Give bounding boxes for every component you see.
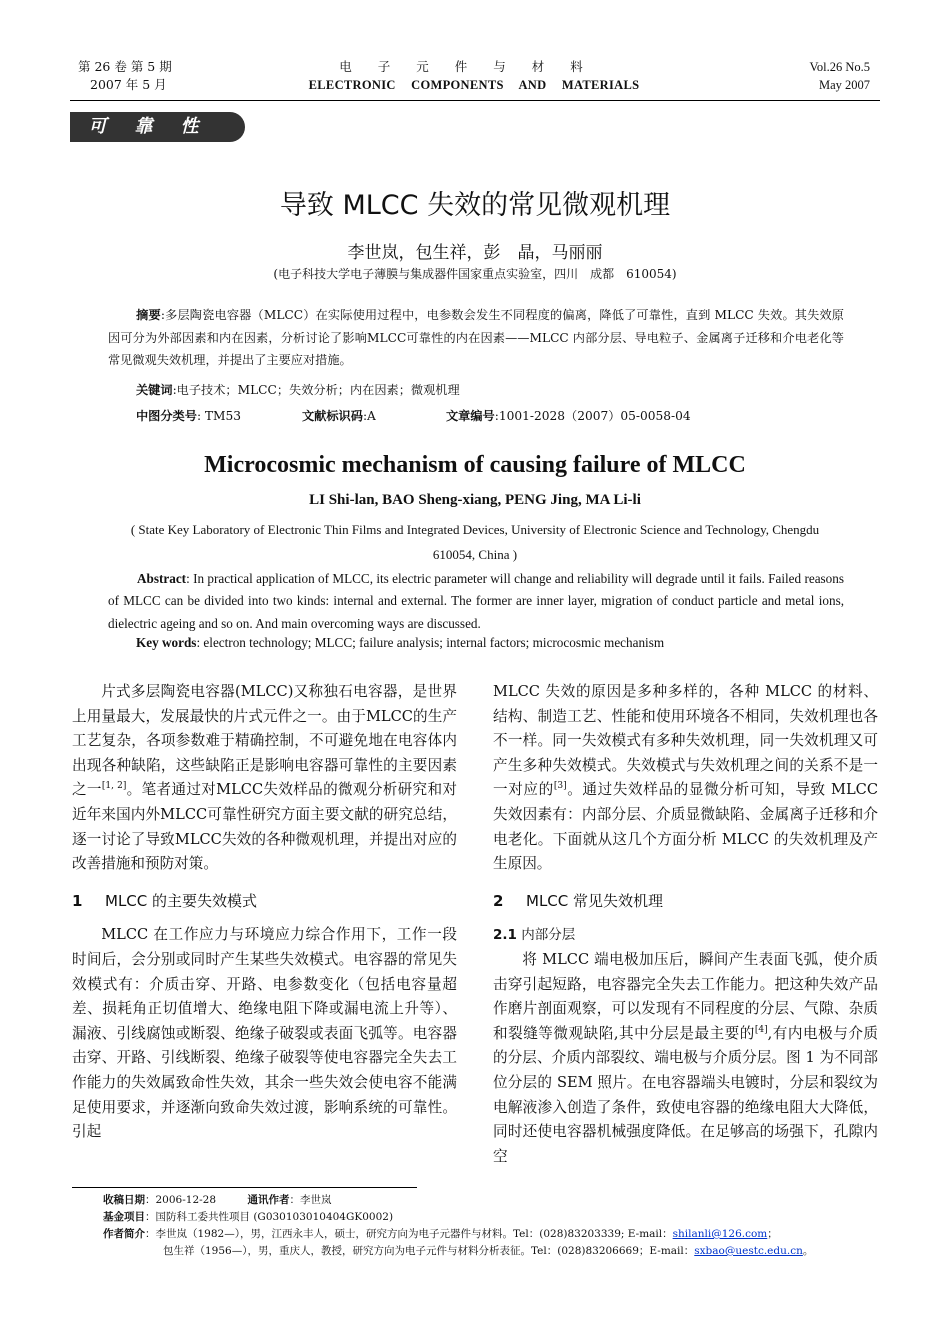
section-tag: 可靠性 bbox=[70, 112, 245, 142]
article-title-en: Microcosmic mechanism of causing failure of MLCC bbox=[204, 452, 746, 478]
bio-author-1: 李世岚（1982—），男，江西永丰人，硕士，研究方向为电子元器件与材料。Tel：(028)83203339; E-mail： bbox=[155, 1228, 673, 1240]
clc-value: TM53 bbox=[204, 409, 242, 423]
citation: [1, 2] bbox=[101, 781, 127, 792]
continued-paragraph bbox=[493, 680, 878, 877]
section-1-paragraph: MLCC 在工作应力与环境应力综合作用下，工作一段时间后，会分别或同时产生某些失效模式。电容器的常见失效模式有：介质击穿、开路、电参数变化（包括电容量超差、损耗角正切值增大、绝缘电阻下降或漏电流上升等）、漏液、引线腐蚀或断裂、绝缘子破裂或表面飞弧等。电容器击穿、开路、引线断裂、绝缘子破裂等使电容器完全失去工作能力的失效属致命性失效，其余一些失效会使电容不能满足使用要求，并逐渐向致命失效过渡，影响系统的可靠性。引起 bbox=[72, 926, 457, 1141]
keywords-zh-text: 电子技术；MLCC；失效分析；内在因素；微观机理 bbox=[176, 383, 460, 397]
article-title-zh: 导致 MLCC 失效的常见微观机理 bbox=[279, 190, 671, 221]
body-column-right bbox=[493, 680, 878, 1169]
bio-author-2: 包生祥（1956—），男，重庆人，教授，研究方向为电子元件与材料分析表征。Tel：(028)83206669；E-mail： bbox=[163, 1245, 695, 1257]
subsection-title: 内部分层 bbox=[521, 927, 576, 944]
received-line: 收稿日期：2006-12-28 通讯作者：李世岚 bbox=[103, 1194, 332, 1206]
authors-en: LI Shi-lan, BAO Sheng-xiang, PENG Jing, MA Li-li bbox=[309, 492, 641, 508]
volume-en: Vol.26 No.5 bbox=[809, 60, 870, 74]
section-number: 2 bbox=[493, 891, 504, 910]
journal-name-zh: 电子元件与材料 bbox=[339, 59, 609, 74]
fund-label: 基金项目 bbox=[103, 1211, 145, 1223]
footnote-rule bbox=[72, 1187, 417, 1188]
affiliation-en: ( State Key Laboratory of Electronic Thin Films and Integrated Devices, University of Electronic Science and Technology, Chengdu 610054, China ) bbox=[130, 522, 833, 562]
subsection-text-b: ,有内电极与介质的分层、介质内部裂纹、端电极与介质分层。图 1 为不同部位分层的 SEM 照片。在电容器端头电镀时，分层和裂纹为电解液渗入创造了条件，致使电容器的绝缘电阻大大降低，同时还使电容器机械强度降低。在足够高的场强下，孔隙内空 bbox=[493, 1024, 879, 1165]
section-number: 1 bbox=[72, 891, 83, 910]
abstract-en-text: In practical application of MLCC, its electric parameter will change and reliability will degrade until it fails. Failed reasons of MLCC can be divided into two kinds: internal and external. The former are inner layer, migration of conduct particle and metal ions, dielectric ageing and so on. And main overcoming ways are discussed. bbox=[108, 571, 844, 631]
date-en: May 2007 bbox=[818, 78, 870, 92]
bio-label: 作者简介 bbox=[103, 1228, 145, 1240]
journal-name-en: ELECTRONIC COMPONENTS AND MATERIALS bbox=[308, 78, 640, 92]
section-title: MLCC 常见失效机理 bbox=[526, 891, 664, 910]
intro-paragraph bbox=[72, 680, 457, 877]
fund-line: 基金项目：国防科工委共性项目 (G030103010404GK0002) bbox=[103, 1211, 394, 1223]
clc-label: 中图分类号 bbox=[136, 409, 197, 423]
keywords-zh: 关键词:电子技术；MLCC；失效分析；内在因素；微观机理 bbox=[136, 383, 460, 397]
fund-value: 国防科工委共性项目 (G030103010404GK0002) bbox=[155, 1211, 394, 1223]
corresponding-label: 通讯作者 bbox=[247, 1194, 290, 1206]
citation: [4] bbox=[754, 1024, 768, 1035]
abstract-zh-label: 摘要 bbox=[136, 308, 161, 322]
subsection-number: 2.1 bbox=[493, 927, 517, 944]
continued-text-a: MLCC 失效的原因是多种多样的，各种 MLCC 的材料、结构、制造工艺、性能和使用环境各不相同，失效机理也各不一样。同一失效模式有多种失效机理，同一失效机理又可产生多种失效模式。失效模式与失效机理之间的关系不是一一对应的 bbox=[493, 683, 878, 799]
received-date: 2006-12-28 bbox=[155, 1194, 217, 1206]
keywords-zh-label: 关键词 bbox=[136, 383, 173, 397]
received-label: 收稿日期 bbox=[103, 1194, 145, 1206]
abstract-en: Abstract: In practical application of MLCC, its electric parameter will change and reliability will degrade until it fails. Failed reasons of MLCC can be divided into two kinds: internal and external. The former are inner layer, migration of conduct particle and metal ions, dielectric ageing and so on. And main overcoming ways are discussed. bbox=[108, 571, 844, 631]
abstract-zh-text: 多层陶瓷电容器（MLCC）在实际使用过程中，电参数会发生不同程度的偏离，降低了可靠性，直到 MLCC 失效。其失效原因可分为外部因素和内在因素，分析讨论了影响MLCC可靠性的内在因素——MLCC 内部分层、导电粒子、金属离子迁移和介电老化等常见微观失效机理，并提出了主要应对措施。 bbox=[108, 308, 844, 367]
affiliation-zh: (电子科技大学电子薄膜与集成器件国家重点实验室，四川 成都 610054) bbox=[273, 267, 677, 281]
header-volume-en bbox=[809, 58, 870, 94]
keywords-en: Key words: electron technology; MLCC; failure analysis; internal factors; microcosmic mechanism bbox=[136, 635, 665, 650]
article-no-value: 1001-2028（2007）05-0058-04 bbox=[498, 409, 691, 423]
section-heading-1 bbox=[72, 889, 457, 914]
footnotes bbox=[103, 1192, 883, 1260]
corresponding-author: 李世岚 bbox=[300, 1194, 332, 1206]
header-rule bbox=[70, 100, 880, 101]
bio-line-2: 包生祥（1956—），男，重庆人，教授，研究方向为电子元件与材料分析表征。Tel：(028)83206669；E-mail：sxbao@uestc.edu.cn。 bbox=[163, 1245, 814, 1257]
header-journal bbox=[78, 58, 870, 94]
abstract-en-label: Abstract bbox=[137, 571, 187, 586]
article-no-label: 文章编号 bbox=[446, 409, 495, 423]
intro-text-b: 。笔者通过对MLCC失效样品的微观分析研究和对近年来国内外MLCC可靠性研究方面主要文献的研究总结，逐一讨论了导致MLCC失效的各种微观机理，并提出对应的改善措施和预防对策。 bbox=[72, 781, 457, 873]
authors-zh: 李世岚，包生祥，彭 晶，马丽丽 bbox=[347, 243, 603, 263]
abstract-zh: 摘要:多层陶瓷电容器（MLCC）在实际使用过程中，电参数会发生不同程度的偏离，降低了可靠性，直到 MLCC 失效。其失效原因可分为外部因素和内在因素，分析讨论了影响MLCC可靠性的内在因素——MLCC 内部分层、导电粒子、金属离子迁移和介电老化等常见微观失效机理，并提出了主要应对措施。 bbox=[108, 308, 844, 367]
body-column-left bbox=[72, 680, 457, 1145]
volume-zh: 第 26 卷 第 5 期 bbox=[78, 59, 172, 74]
keywords-en-label: Key words bbox=[136, 635, 197, 650]
subsection-2-1-paragraph bbox=[493, 948, 878, 1169]
classification-line: 中图分类号: TM53 文献标识码:A 文章编号:1001-2028（2007）05-0058-04 bbox=[136, 409, 691, 423]
subsection-heading-2-1 bbox=[493, 923, 878, 948]
keywords-en-text: electron technology; MLCC; failure analysis; internal factors; microcosmic mechanism bbox=[203, 635, 665, 650]
subsection-text-a: 将 MLCC 端电极加压后，瞬间产生表面飞弧，使介质击穿引起短路，电容器完全失去工作能力。把这种失效产品作磨片剖面观察，可以发现有不同程度的分层、气隙、杂质和裂缝等微观缺陷,其中分层是最主要的 bbox=[493, 950, 878, 1042]
date-zh: 2007 年 5 月 bbox=[90, 77, 167, 92]
continued-text-b: 。通过失效样品的显微分析可知，导致 MLCC 失效因素有：内部分层、介质显微缺陷、金属离子迁移和介电老化。下面就从这几个方面分析 MLCC 的失效机理及产生原因。 bbox=[493, 781, 878, 873]
section-title: MLCC 的主要失效模式 bbox=[105, 891, 258, 910]
email-link-1[interactable]: shilanli@126.com bbox=[672, 1228, 768, 1240]
intro-text-a: 片式多层陶瓷电容器(MLCC)又称独石电容器，是世界上用量最大，发展最快的片式元件之一。由于MLCC的生产工艺复杂，各项参数难于精确控制，不可避免地在电容体内出现各种缺陷，这些缺陷正是影响电容器可靠性的主要因素之一 bbox=[72, 683, 457, 799]
bio-line-1: 作者简介：李世岚（1982—），男，江西永丰人，硕士，研究方向为电子元器件与材料。Tel：(028)83203339; E-mail：shilanli@126.com； bbox=[103, 1228, 778, 1240]
doc-code-label: 文献标识码 bbox=[302, 409, 363, 423]
email-link-2[interactable]: sxbao@uestc.edu.cn bbox=[694, 1245, 803, 1257]
doc-code-value: A bbox=[367, 409, 376, 423]
citation: [3] bbox=[553, 781, 567, 792]
section-heading-2 bbox=[493, 889, 878, 914]
